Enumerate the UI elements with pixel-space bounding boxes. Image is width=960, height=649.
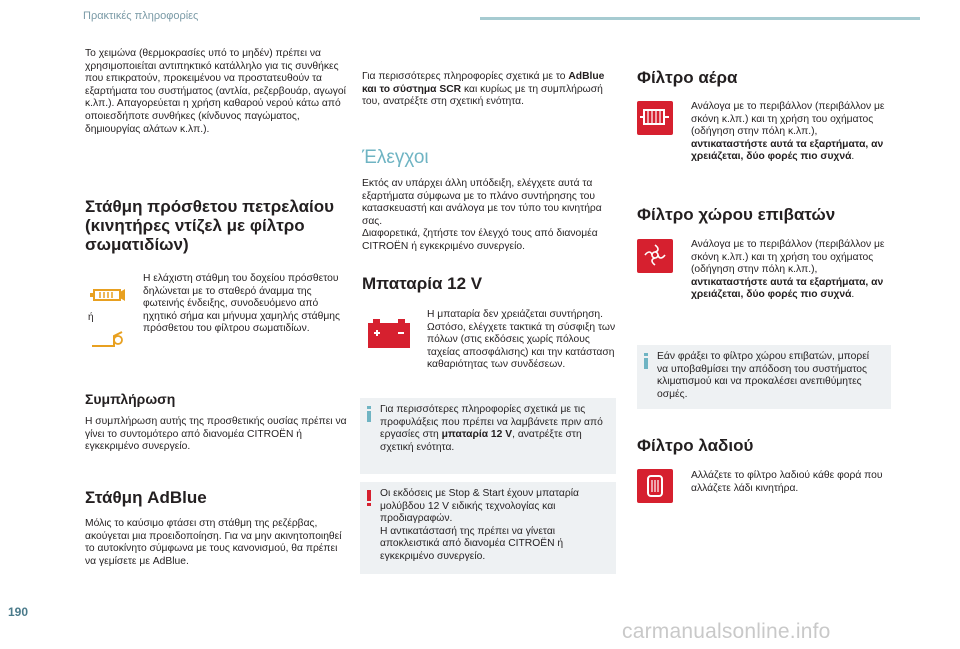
note1-bold: μπαταρία 12 V xyxy=(441,429,513,441)
cabin-filter-icon xyxy=(637,239,673,273)
battery-note-text xyxy=(380,404,608,454)
air-filter-text xyxy=(691,101,890,164)
battery-icon xyxy=(366,316,412,350)
air-text: Ανάλογα με το περιβάλλον (περιβάλλον με σκόνη κ.λπ.) και τη χρήση του οχήματος (οδήγηση στην πόλη κ.λπ.), xyxy=(691,101,885,138)
note1-post: , ανατρέξτε στη σχετική ενότητα. xyxy=(380,429,582,453)
adblue-more-info xyxy=(362,71,616,109)
antifreeze-paragraph: Το χειμώνα (θερμοκρασίες υπό το μηδέν) πρέπει να χρησιμοποιείται αντιπηκτικό κατάλληλο για τις συνθήκες που επικρατούν, προκειμένου να προστατευθούν τα εξαρτήματα του συστήματος (αντλία, ρεζερβουάρ, αγωγοί κ.λπ.). Απαγορεύεται η χρήση καθαρού νερού κάτω από οποιεσδήποτε συνθήκες (κίνδυνος παγώματος, δημιουργίας αλάτων κ.λπ.). xyxy=(85,48,346,135)
warning-icon xyxy=(367,490,371,506)
cabin-filter-note xyxy=(637,345,891,409)
air-filter-heading: Φίλτρο αέρα xyxy=(637,68,738,87)
diesel-additive-text: Η ελάχιστη στάθμη του δοχείου πρόσθετου δηλώνεται με το σταθερό άναμμα της φωτεινής ένδειξης, συνοδευόμενο από ηχητικό σήμα και μήνυμα χαμηλής στάθμης πρόσθετου του φίλτρου σωματιδίων. xyxy=(143,273,340,335)
note1-pre: Για περισσότερες πληροφορίες σχετικά με τις προφυλάξεις που πρέπει να λαμβάνετε πριν από εργασίες στη xyxy=(380,404,603,441)
fuel-additive-warning-icon xyxy=(88,282,128,312)
adblue-more-bold: AdBlue και το σύστημα SCR xyxy=(362,71,605,95)
oil-filter-icon xyxy=(637,469,673,503)
cabin-filter-heading: Φίλτρο χώρου επιβατών xyxy=(637,205,836,224)
battery-text: Η μπαταρία δεν χρειάζεται συντήρηση. Ωστόσο, ελέγχετε τακτικά τη σύσφιξη των πόλων (στις εκδόσεις χωρίς πόλους ταχείας αποσφάλισης) και την κατάσταση καθαριότητας των συνδέσεων. xyxy=(427,309,616,371)
air-bold: αντικαταστήστε αυτά τα εξαρτήματα, αν χρειάζεται, δύο φορές πιο συχνά xyxy=(691,138,884,163)
cabin-period: . xyxy=(851,289,855,301)
checks-text: Εκτός αν υπάρχει άλλη υπόδειξη, ελέγχετε αυτά τα εξαρτήματα σύμφωνα με το πλάνο συντήρησης του κατασκευαστή και ανάλογα με τον τύπο του κινητήρα σας. xyxy=(362,178,602,227)
adblue-more-pre: Για περισσότερες πληροφορίες σχετικά με το xyxy=(362,71,569,82)
refill-text: Η συμπλήρωση αυτής της προσθετικής ουσίας πρέπει να γίνει το συντομότερο από διανομέα CITROËN ή εγκεκριμένο συνεργείο. xyxy=(85,416,347,453)
stop-start-text xyxy=(380,488,608,564)
battery-info-note xyxy=(360,398,616,474)
cabin-text: Ανάλογα με το περιβάλλον (περιβάλλον με σκόνη κ.λπ.) και τη χρήση του οχήματος (οδήγηση στην πόλη κ.λπ.), xyxy=(691,239,885,276)
checks-heading: Έλεγχοι xyxy=(362,147,429,168)
cabin-filter-text xyxy=(691,239,890,302)
column-left xyxy=(85,48,349,164)
cabin-bold: αντικαταστήστε αυτά τα εξαρτήματα, αν χρειάζεται, δύο φορές πιο συχνά xyxy=(691,276,884,301)
header-rule xyxy=(480,17,920,20)
adblue-heading: Στάθμη AdBlue xyxy=(85,488,207,507)
note2-b: Η αντικατάστασή της πρέπει να γίνεται αποκλειστικά από διανομέα CITROËN ή εγκεκριμένο συνεργείο. xyxy=(380,525,564,562)
refill-heading: Συμπλήρωση xyxy=(85,391,176,407)
watermark: carmanualsonline.info xyxy=(622,620,831,643)
air-filter-icon xyxy=(637,101,673,135)
info-icon xyxy=(367,406,371,422)
battery-heading: Μπαταρία 12 V xyxy=(362,274,483,293)
fuel-additive-outline-icon xyxy=(88,326,128,356)
stop-start-note xyxy=(360,482,616,574)
oil-filter-text: Αλλάζετε το φίλτρο λαδιού κάθε φορά που αλλάζετε λάδι κινητήρα. xyxy=(691,470,883,494)
diesel-additive-heading: Στάθμη πρόσθετου πετρελαίου (κινητήρες ντίζελ με φίλτρο σωματιδίων) xyxy=(85,197,335,254)
adblue-more-post: και κυρίως με τη συμπλήρωσή του, ανατρέξτε στη σχετική ενότητα. xyxy=(362,83,603,108)
adblue-text: Μόλις το καύσιμο φτάσει στη στάθμη της ρεζέρβας, ακούγεται μια προειδοποίηση. Για να μην ακινητοποιηθεί το αυτοκίνητο σύμφωνα με τους κανονισμού, θα πρέπει να γεμίσετε με AdBlue. xyxy=(85,518,342,567)
cabin-note-text: Εάν φράξει το φίλτρο χώρου επιβατών, μπορεί να υποβαθμίσει την απόδοση του συστήματος κλιματισμού και να προκαλέσει ανεπιθύμητες οσμές. xyxy=(657,351,870,400)
page-number: 190 xyxy=(8,605,29,619)
checks-text-2: Διαφορετικά, ζητήστε τον έλεγχό τους από διανομέα CITROËN ή εγκεκριμένο συνεργείο. xyxy=(362,228,598,252)
or-label: ή xyxy=(88,312,94,323)
section-header: Πρακτικές πληροφορίες xyxy=(83,10,199,22)
oil-filter-heading: Φίλτρο λαδιού xyxy=(637,436,754,455)
info-icon xyxy=(644,353,648,369)
air-period: . xyxy=(851,151,855,163)
note2-a: Οι εκδόσεις με Stop & Start έχουν μπαταρία μολύβδου 12 V ειδικής τεχνολογίας και προδιαγραφών. xyxy=(380,488,579,525)
